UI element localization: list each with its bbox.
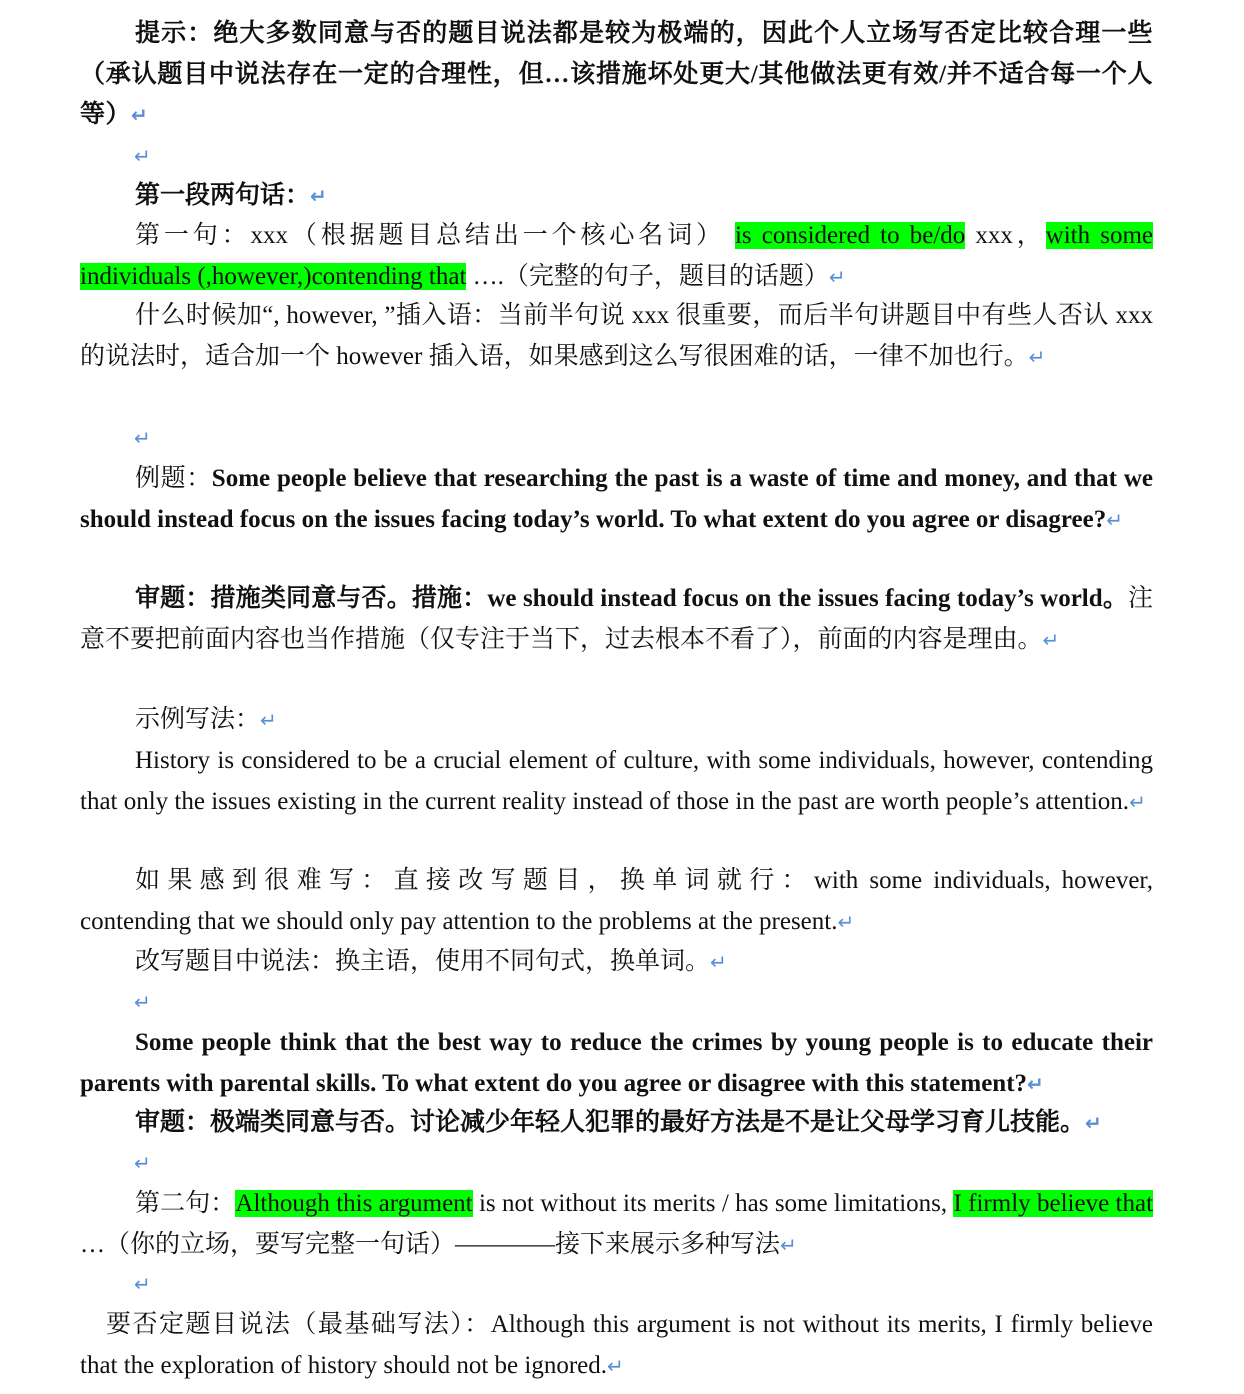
- return-mark-icon: ↵: [710, 950, 727, 974]
- empty-line: [134, 982, 151, 1022]
- hard-note: [80, 861, 1153, 942]
- analysis1-rest: 注意不要把前面内容也当作措施（仅专注于当下，过去根本不看了），前面的内容是理由。: [80, 585, 1153, 653]
- rewrite-note: [80, 942, 1153, 983]
- highlight-phrase: is considered to be/do: [734, 222, 966, 249]
- section-heading-text: 第一段两句话：: [135, 182, 311, 209]
- sentence1-label: 第一句：xxx（根据题目总结出一个核心名词）: [135, 222, 725, 249]
- example2-analysis: [80, 1103, 1200, 1144]
- highlight-phrase: Although this argument: [235, 1190, 473, 1217]
- example1-paragraph: [80, 459, 1153, 540]
- sentence2-label: 第二句：: [135, 1190, 236, 1217]
- return-mark-icon: ↵: [131, 103, 149, 127]
- tip-paragraph: [80, 14, 1153, 136]
- return-mark-icon: ↵: [134, 1272, 151, 1296]
- basic-writing: [80, 1305, 1153, 1386]
- hard-note-en: with some individuals, however, contending that we should only pay attention to the problems at the present.: [80, 867, 1153, 935]
- sentence2-tail: …（你的立场，要写完整一句话）————接下来展示多种写法: [80, 1230, 781, 1258]
- analysis1-bold: 审题：措施类同意与否。措施：we should instead focus on the issues facing today’s world。: [135, 585, 1128, 612]
- return-mark-icon: ↵: [607, 1353, 624, 1378]
- example1-label: 例题：: [135, 465, 212, 492]
- return-mark-icon: ↵: [310, 184, 327, 208]
- return-mark-icon: ↵: [1085, 1111, 1102, 1135]
- sample-label-text: 示例写法：: [135, 706, 261, 733]
- return-mark-icon: ↵: [134, 426, 151, 450]
- highlight-phrase: I firmly believe that: [953, 1190, 1154, 1217]
- sample-label: [80, 700, 1153, 741]
- sample-text: [80, 741, 1153, 822]
- return-mark-icon: ↵: [1028, 344, 1046, 369]
- sentence1-mid: xxx，: [965, 222, 1046, 249]
- return-mark-icon: ↵: [837, 909, 855, 934]
- sentence2-template: [80, 1184, 1153, 1265]
- however-note: [80, 296, 1153, 377]
- return-mark-icon: ↵: [1042, 627, 1060, 652]
- empty-line: [134, 1264, 151, 1304]
- however-note-text: 什么时候加“, however, ”插入语：当前半句说 xxx 很重要，而后半句讲题目中有些人否认 xxx 的说法时，适合加一个 however 插入语，如果感到这么写很困难的话，一律不加也行。: [80, 302, 1153, 370]
- return-mark-icon: ↵: [1106, 507, 1124, 532]
- return-mark-icon: ↵: [260, 708, 277, 732]
- sentence1-template: [80, 216, 1153, 297]
- empty-line: [134, 136, 151, 176]
- highlight-phrase: with some individuals (,however,)contending that: [80, 222, 1153, 290]
- return-mark-icon: ↵: [780, 1232, 797, 1257]
- basic-writing-zh: 要否定题目说法（最基础写法）：: [106, 1311, 491, 1338]
- return-mark-icon: ↵: [1129, 789, 1146, 814]
- tip-text: 提示：绝大多数同意与否的题目说法都是较为极端的，因此个人立场写否定比较合理一些（承认题目中说法存在一定的合理性，但…该措施坏处更大/其他做法更有效/并不适合每一个人等）: [80, 20, 1153, 128]
- empty-line: [134, 418, 151, 458]
- hard-note-zh: 如果感到很难写：直接改写题目，换单词就行：: [135, 867, 814, 894]
- example1-question: Some people believe that researching the past is a waste of time and money, and that we should instead focus on the issues facing today’s world. To what extent do you agree or disagree?: [80, 465, 1153, 533]
- sample-text-content: History is considered to be a crucial element of culture, with some individuals, however, contending that only the issues existing in the current reality instead of those in the past are worth people’s attention.: [80, 747, 1153, 815]
- return-mark-icon: ↵: [134, 990, 151, 1014]
- section-heading: [80, 176, 1153, 217]
- example2-question: [80, 1023, 1153, 1104]
- rewrite-note-text: 改写题目中说法：换主语，使用不同句式，换单词。: [135, 948, 711, 975]
- return-mark-icon: ↵: [1027, 1071, 1044, 1096]
- return-mark-icon: ↵: [828, 264, 846, 289]
- analysis1-paragraph: [80, 579, 1153, 660]
- example2-question-text: Some people think that the best way to reduce the crimes by young people is to educate their parents with parental skills. To what extent do you agree or disagree with this statement?: [80, 1029, 1153, 1097]
- example2-analysis-text: 审题：极端类同意与否。讨论减少年轻人犯罪的最好方法是不是让父母学习育儿技能。: [135, 1109, 1086, 1136]
- basic-writing-en: Although this argument is not without its merits, I firmly believe that the exploration of history should not be ignored.: [80, 1311, 1153, 1379]
- return-mark-icon: ↵: [134, 144, 151, 168]
- sentence2-mid: is not without its merits / has some limitations,: [472, 1190, 954, 1217]
- sentence1-tail: ….（完整的句子，题目的话题）: [466, 262, 829, 290]
- return-mark-icon: ↵: [134, 1151, 151, 1175]
- empty-line: [134, 1143, 151, 1183]
